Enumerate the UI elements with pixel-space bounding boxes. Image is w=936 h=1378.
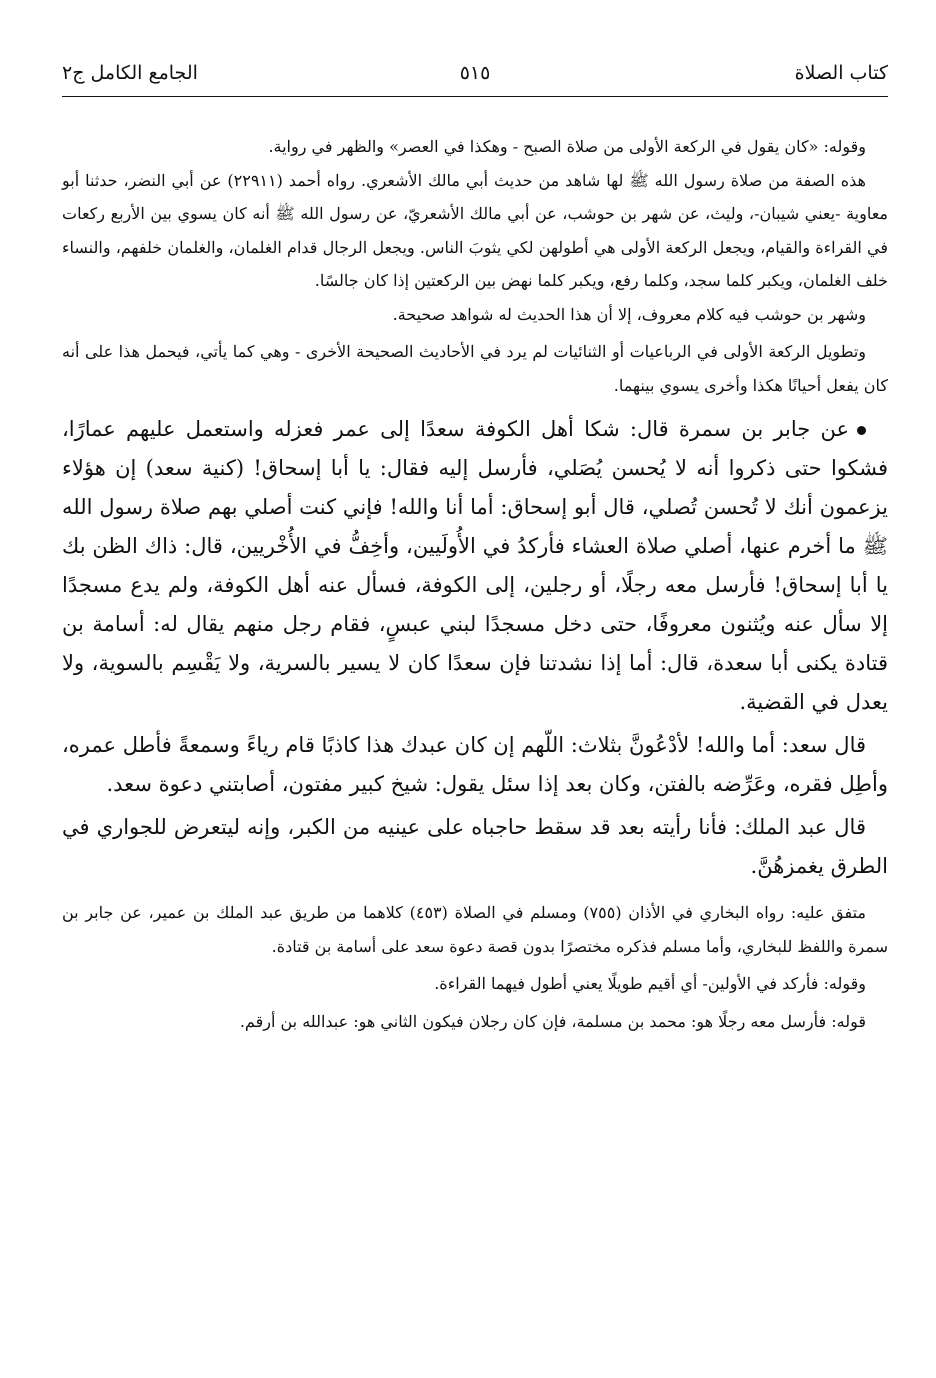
commentary-paragraph: وقوله: «كان يقول في الركعة الأولى من صلاة الصبح - وهكذا في العصر» والظهر في رواية. (268, 137, 866, 156)
takhrij-paragraph: متفق عليه: رواه البخاري في الأذان (٧٥٥) ومسلم في الصلاة (٤٥٣) كلاهما من طريق عبد الملك بن عمير، عن جابر بن سمرة واللفظ للبخاري، وأما مسلم فذكره مختصرًا بدون قصة دعوة سعد على أسامة بن قتادة. (62, 903, 888, 956)
commentary-paragraph: قوله: فأرسل معه رجلًا هو: محمد بن مسلمة، فإن كان رجلان فيكون الثاني هو: عبدالله بن أرقم. (239, 1011, 866, 1031)
commentary-paragraph: وقوله: فأركد في الأولين- أي أقيم طويلًا يعني أطول فيهما القراءة. (434, 974, 866, 993)
hadith-paragraph: قال سعد: أما والله! لأدْعُونَّ بثلاث: اللّهم إن كان عبدك هذا كاذبًا قام رياءً وسمعةً فأطل عمره، وأطِل فقره، وعَرِّضه بالفتن، وكان بعد إذا سئل يقول: شيخ كبير مفتون، أصابتني دعوة سعد. (62, 733, 888, 796)
page-number: ٥١٥ (459, 62, 491, 84)
page-header (62, 58, 888, 98)
hadith-paragraph (62, 410, 888, 722)
commentary-paragraph: هذه الصفة من صلاة رسول الله ﷺ لها شاهد من حديث أبي مالك الأشعري. رواه أحمد (٢٢٩١١) عن أبي النضر، حدثنا أبو معاوية -يعني شيبان-، وليث، عن شهر بن حوشب، عن أبي مالك الأشعريّ، عن رسول الله ﷺ أنه كان يسوي بين الأربع ركعات في القراءة والقيام، ويجعل الركعة الأولى هي أطولهن لكي يثوبَ الناس. ويجعل الرجال قدام الغلمان، والغلمان خلفهم، والنساء خلف الغلمان، ويكبر كلما سجد، وكلما رفع، ويكبر كلما نهض بين الركعتين إذا كان جالسًا. (62, 170, 889, 290)
book-page (62, 58, 888, 1358)
page-body (62, 130, 888, 1038)
hadith-paragraph: قال عبد الملك: فأنا رأيته بعد قد سقط حاجباه على عينيه من الكبر، وإنه ليتعرض للجواري في الطرق يغمزهُنَّ. (62, 815, 888, 878)
hadith-text: عن جابر بن سمرة قال: شكا أهل الكوفة سعدًا إلى عمر فعزله واستعمل عليهم عمارًا، فشكوا حتى ذكروا أنه لا يُحسن يُصَلي، فأرسل إليه فقال: يا أبا إسحاق! (كنية سعد) إن هؤلاء يزعمون أنك لا تُحسن تُصلي، قال أبو إسحاق: أما أنا والله! فإني كنت أصلي بهم صلاة رسول الله ﷺ ما أخرم عنها، أصلي صلاة العشاء فأركدُ في الأُولَيين، وأخِفُّ في الأُخْريين، قال: ذاك الظن بك يا أبا إسحاق! فأرسل معه رجلًا، أو رجلين، إلى الكوفة، فسأل عنه أهل الكوفة، ولم يدع مسجدًا إلا سأل عنه ويُثنون معروفًا، حتى دخل مسجدًا لبني عبسٍ، فقام رجل منهم يقال له: أسامة بن قتادة يكنى أبا سعدة، قال: أما إذا نشدتنا فإن سعدًا كان لا يسير بالسرية، ولا يَقْسِم بالسوية، ولا يعدل في القضية. (62, 417, 888, 714)
running-head-section: كتاب الصلاة (794, 62, 888, 84)
commentary-paragraph: وشهر بن حوشب فيه كلام معروف، إلا أن هذا الحديث له شواهد صحيحة. (392, 304, 866, 324)
header-rule (62, 96, 888, 97)
commentary-paragraph: وتطويل الركعة الأولى في الرباعيات أو الثنائيات لم يرد في الأحاديث الصحيحة الأخرى - وهي كما يأتي، فيحمل هذا على أنه كان يفعل أحيانًا هكذا وأخرى يسوي بينهما. (62, 342, 888, 395)
running-head-title: الجامع الكامل ج٢ (62, 62, 198, 84)
bullet-icon (857, 426, 866, 435)
